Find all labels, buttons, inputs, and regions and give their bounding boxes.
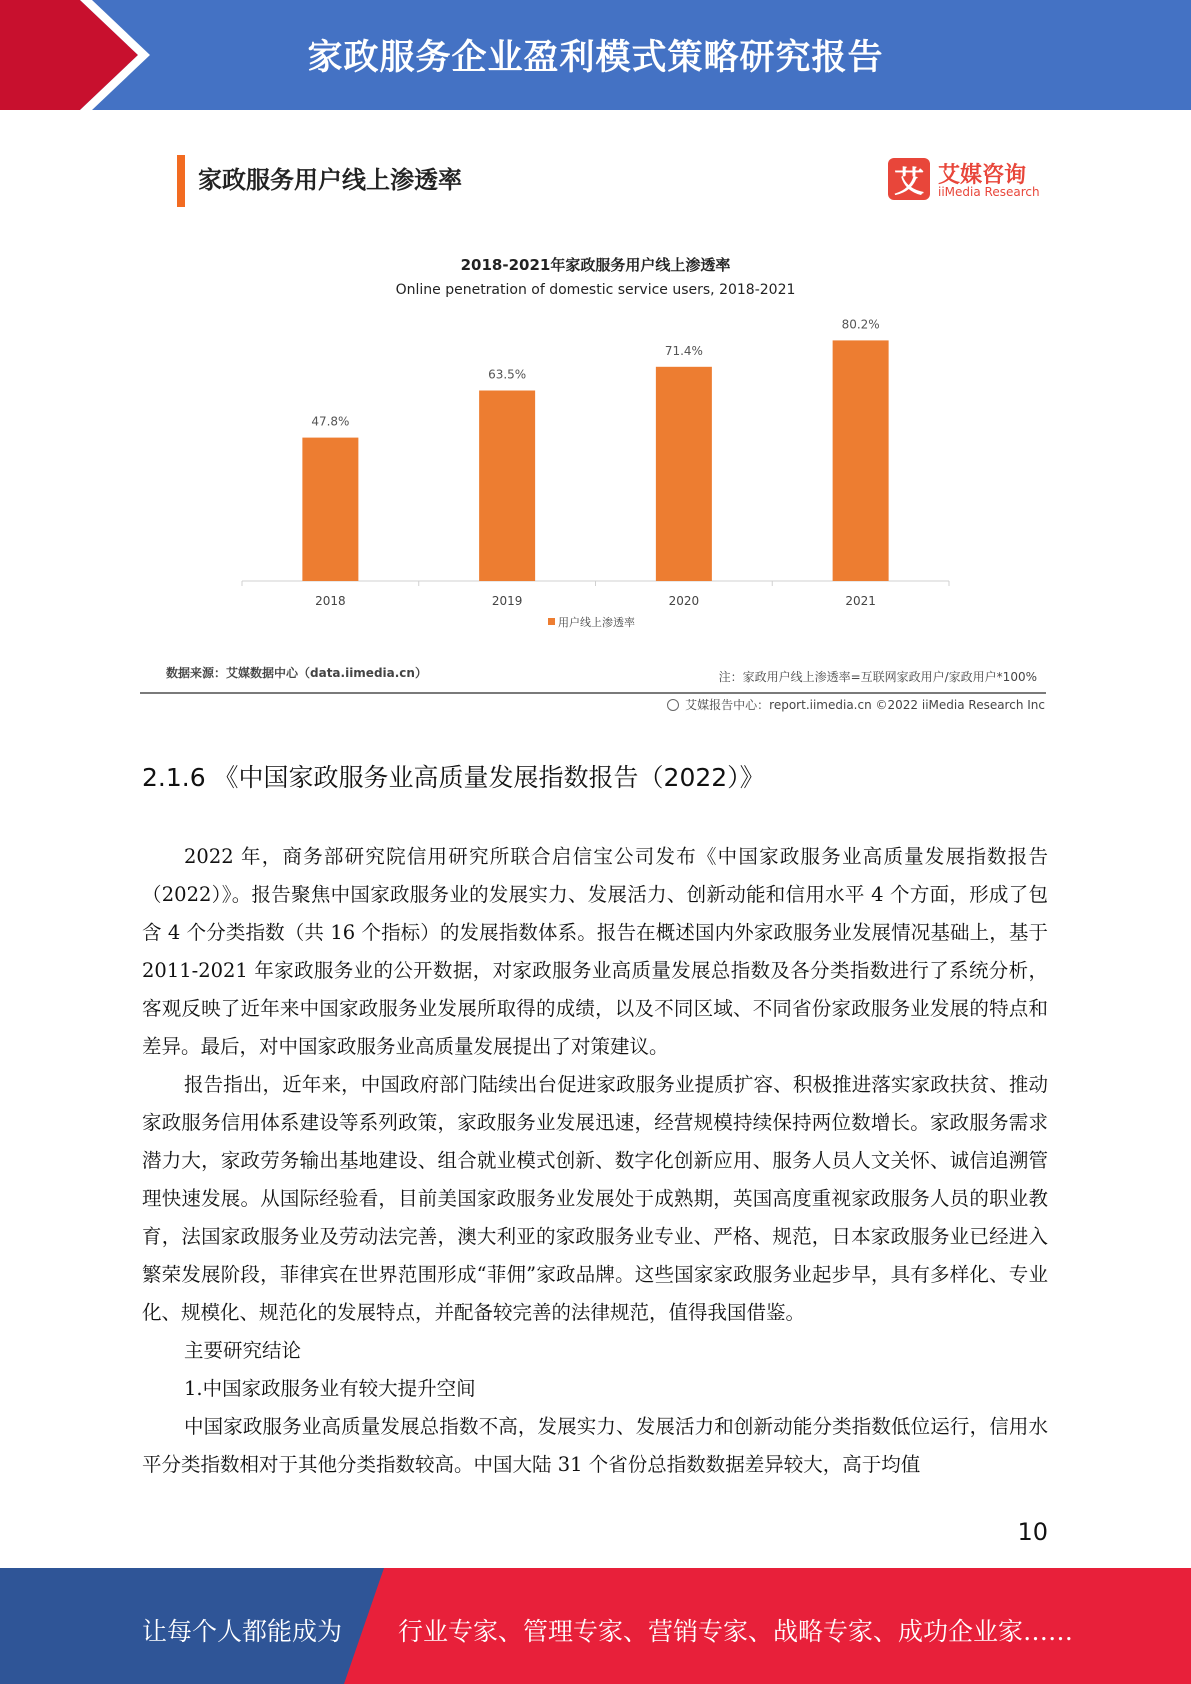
chart-title: 2018-2021年家政服务用户线上渗透率 — [460, 256, 731, 274]
tick-label-2018: 2018 — [315, 594, 346, 608]
chart-source: 数据来源：艾媒数据中心（data.iimedia.cn） — [166, 666, 427, 680]
chart-subtitle: Online penetration of domestic service users, 2018-2021 — [395, 282, 796, 298]
page-number: 10 — [1017, 1518, 1048, 1546]
paragraph: 中国家政服务业高质量发展总指数不高，发展实力、发展活力和创新动能分类指数低位运行，信用水平分类指数相对于其他分类指数较高。中国大陆 31 个省份总指数数据差异较大，高于均值 — [142, 1415, 1048, 1476]
logo-en-text: iiMedia Research — [938, 185, 1040, 199]
tick-label-2019: 2019 — [491, 594, 523, 608]
legend-label: 用户线上渗透率 — [558, 616, 635, 629]
paragraph: 主要研究结论 — [184, 1339, 302, 1362]
logo-cn-text: 艾媒咨询 — [938, 163, 1027, 188]
tick-label-2021: 2021 — [845, 594, 876, 608]
legend-swatch — [548, 618, 555, 625]
bar-2020 — [656, 367, 712, 581]
chart-divider — [140, 692, 1046, 694]
slogan-right: 行业专家、管理专家、营销专家、战略专家、成功企业家…… — [398, 1617, 1074, 1646]
bar-2019 — [479, 391, 535, 582]
bar-2018 — [302, 438, 358, 581]
globe-icon — [667, 699, 679, 711]
iimedia-logo — [888, 158, 1038, 202]
logo-mark: 艾 — [888, 158, 930, 200]
header-title: 家政服务企业盈利模式策略研究报告 — [307, 38, 884, 78]
section-title: 家政服务用户线上渗透率 — [198, 166, 462, 194]
body-text — [142, 838, 1048, 1484]
tick-label-2020: 2020 — [668, 594, 700, 608]
data-label-2021: 80.2% — [841, 317, 880, 332]
chart-note: 注：家政用户线上渗透率=互联网家政用户/家政用户*100% — [718, 670, 1037, 684]
data-label-2019: 63.5% — [488, 367, 527, 382]
slogan-left: 让每个人都能成为 — [142, 1617, 343, 1646]
section-accent-bar — [177, 155, 185, 207]
paragraph: 2022 年，商务部研究院信用研究所联合启信宝公司发布《中国家政服务业高质量发展指数报告（2022）》。报告聚焦中国家政服务业的发展实力、发展活力、创新动能和信用水平 4 个方面，形成了包含 4 个分类指数（共 16 个指标）的发展指数体系。报告在概述国内外家政服务业发展情况基础上，基于 2011-2021 年家政服务业的公开数据，对家政服务业高质量发展总指数及各分类指数进行了系统分析，客观反映了近年来中国家政服务业发展所取得的成绩，以及不同区域、不同省份家政服务业发展的特点和差异。最后，对中国家政服务业高质量发展提出了对策建议。 — [142, 845, 1048, 1058]
section-heading: 2.1.6 《中国家政服务业高质量发展指数报告（2022）》 — [142, 763, 765, 792]
bar-chart — [0, 300, 1191, 640]
paragraph: 报告指出，近年来，中国政府部门陆续出台促进家政服务业提质扩容、积极推进落实家政扶贫、推动家政服务信用体系建设等系列政策，家政服务业发展迅速，经营规模持续保持两位数增长。家政服务需求潜力大，家政劳务输出基地建设、组合就业模式创新、数字化创新应用、服务人员人文关怀、诚信追溯管理快速发展。从国际经验看，目前美国家政服务业发展处于成熟期，英国高度重视家政服务人员的职业教育，法国家政服务业及劳动法完善，澳大利亚的家政服务业专业、严格、规范，日本家政服务业已经进入繁荣发展阶段，菲律宾在世界范围形成“菲佣”家政品牌。这些国家家政服务业起步早，具有多样化、专业化、规模化、规范化的发展特点，并配备较完善的法律规范，值得我国借鉴。 — [142, 1073, 1048, 1324]
bar-2021 — [833, 340, 889, 581]
paragraph: 1.中国家政服务业有较大提升空间 — [184, 1377, 476, 1400]
page-header — [0, 0, 1191, 110]
data-label-2018: 47.8% — [311, 414, 350, 429]
data-label-2020: 71.4% — [664, 343, 703, 358]
chart-credit-text: 艾媒报告中心：report.iimedia.cn ©2022 iiMedia Research Inc — [685, 698, 1045, 712]
chart-credit — [667, 696, 1045, 713]
